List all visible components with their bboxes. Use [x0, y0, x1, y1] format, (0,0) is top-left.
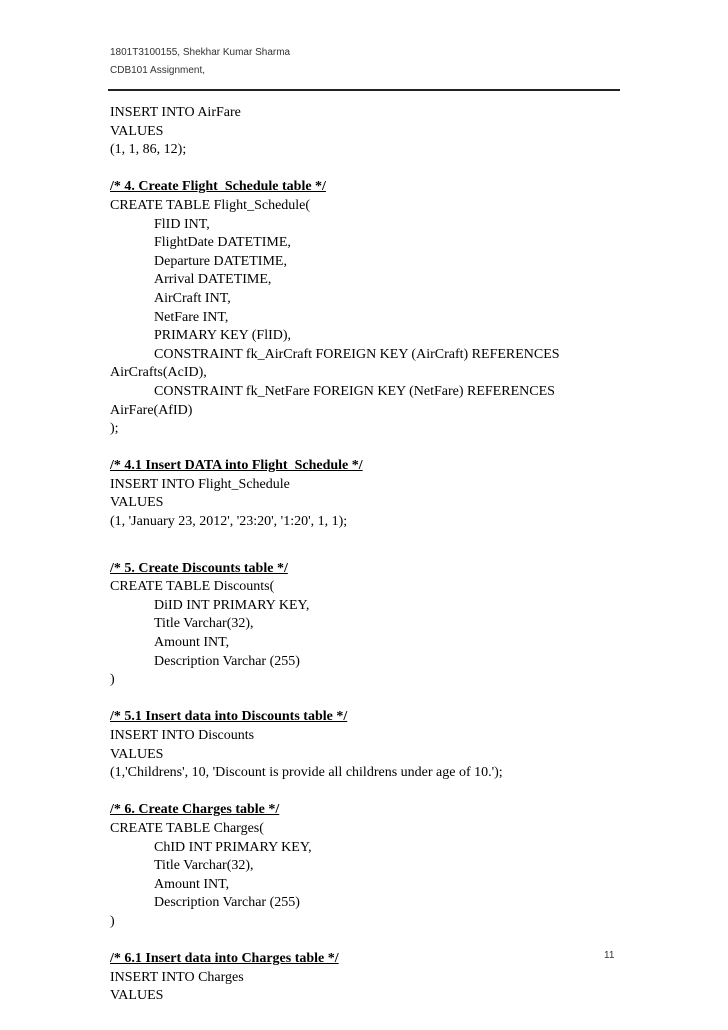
- code-line: CREATE TABLE Charges(: [110, 820, 264, 836]
- code-line: Description Varchar (255): [154, 653, 300, 669]
- code-line: );: [110, 421, 119, 437]
- code-line: Amount INT,: [154, 876, 230, 892]
- code-line: VALUES: [110, 988, 164, 1004]
- code-line: FlightDate DATETIME,: [154, 235, 291, 251]
- code-line: INSERT INTO AirFare: [110, 105, 241, 120]
- code-line: AirFare(AfID): [110, 402, 193, 418]
- code-line: ): [110, 672, 115, 688]
- code-line: DiID INT PRIMARY KEY,: [154, 597, 310, 613]
- code-line: Amount INT,: [154, 635, 230, 651]
- code-line: AirCraft INT,: [154, 290, 231, 306]
- author-line: 1801T3100155, Shekhar Kumar Sharma: [110, 47, 291, 58]
- code-line: Departure DATETIME,: [154, 253, 287, 269]
- code-line: (1, 1, 86, 12);: [110, 142, 187, 158]
- code-line: ): [110, 913, 115, 929]
- code-line: PRIMARY KEY (FlID),: [154, 328, 292, 344]
- code-line: FlID INT,: [154, 216, 210, 232]
- page-number: 11: [604, 950, 615, 961]
- code-line: ChID INT PRIMARY KEY,: [154, 839, 312, 855]
- code-line: Arrival DATETIME,: [154, 272, 272, 288]
- section-comment: /* 5. Create Discounts table */: [110, 560, 288, 576]
- code-line: Description Varchar (255): [154, 895, 300, 911]
- code-line: VALUES: [110, 123, 164, 139]
- code-line: (1,'Childrens', 10, 'Discount is provide all childrens under age of 10.');: [110, 765, 503, 781]
- section-comment: /* 4. Create Flight_Schedule table */: [110, 179, 326, 195]
- code-line: CREATE TABLE Flight_Schedule(: [110, 197, 311, 213]
- code-line: NetFare INT,: [154, 309, 229, 325]
- code-line: INSERT INTO Charges: [110, 969, 244, 985]
- code-line: VALUES: [110, 746, 164, 762]
- header-divider: [108, 89, 620, 91]
- code-line: CREATE TABLE Discounts(: [110, 579, 275, 595]
- section-comment: /* 6. Create Charges table */: [110, 802, 280, 818]
- code-line: AirCrafts(AcID),: [110, 365, 207, 381]
- section-comment: /* 4.1 Insert DATA into Flight_Schedule */: [110, 458, 363, 474]
- code-line: CONSTRAINT fk_NetFare FOREIGN KEY (NetFare) REFERENCES: [154, 383, 555, 399]
- code-line: Title Varchar(32),: [154, 858, 254, 874]
- code-line: INSERT INTO Discounts: [110, 728, 255, 743]
- course-line: CDB101 Assignment,: [110, 65, 206, 76]
- code-line: Title Varchar(32),: [154, 616, 254, 632]
- section-comment: /* 6.1 Insert data into Charges table */: [110, 951, 339, 967]
- code-line: CONSTRAINT fk_AirCraft FOREIGN KEY (AirCraft) REFERENCES: [154, 346, 560, 362]
- section-comment: /* 5.1 Insert data into Discounts table */: [110, 709, 348, 725]
- code-line: INSERT INTO Flight_Schedule: [110, 476, 290, 492]
- code-line: VALUES: [110, 495, 164, 511]
- page-header: [110, 44, 290, 80]
- document-body: [110, 104, 630, 1006]
- code-line: (1, 'January 23, 2012', '23:20', '1:20', 1, 1);: [110, 514, 348, 530]
